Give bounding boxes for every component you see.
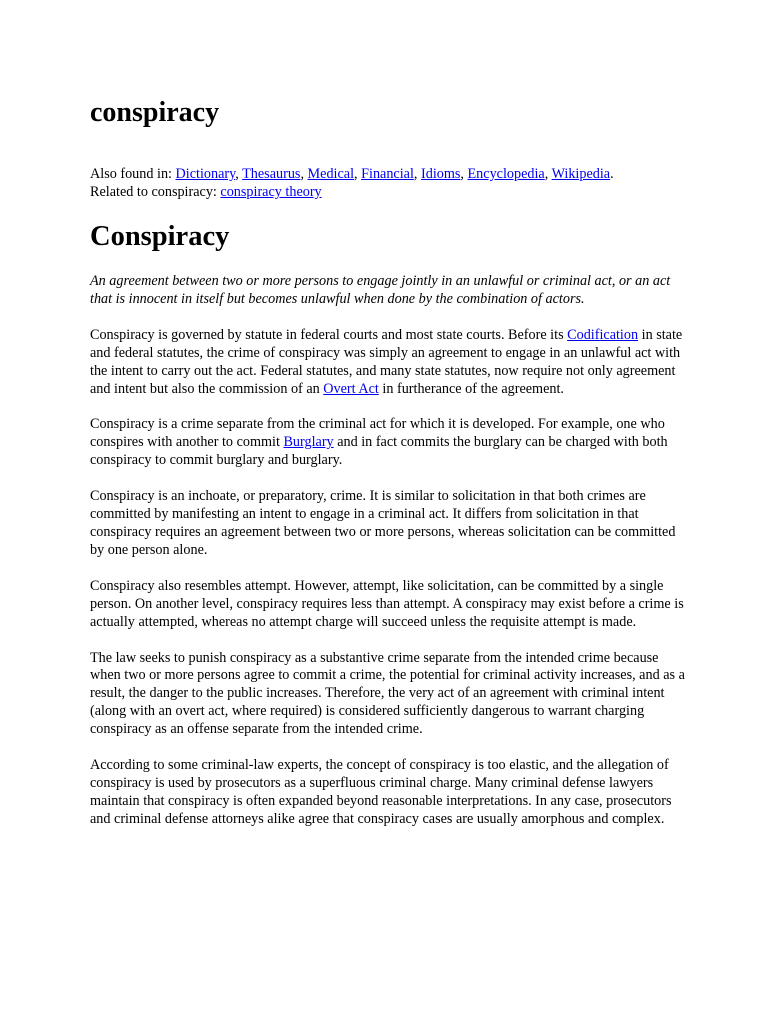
also-found-end: . <box>610 166 614 182</box>
paragraph-punishment: The law seeks to punish conspiracy as a substantive crime separate from the intended crime because when two or more persons agree to commit a crime, the potential for criminal activity increases, and as a result, the danger to the public increases. Therefore, the very act of an agreement with criminal intent (along with an overt act, where required) is considered sufficiently dangerous to warrant charging conspiracy as an offense separate from the intended crime. <box>90 649 685 738</box>
paragraph-criticism: According to some criminal-law experts, the concept of conspiracy is too elastic, and the allegation of conspiracy is used by prosecutors as a superfluous criminal charge. Many criminal defense lawyers maintain that conspiracy is often expanded beyond reasonable interpretations. In any case, prosecutors and criminal defense attorneys alike agree that conspiracy cases are usually amorphous and complex. <box>90 757 672 827</box>
paragraph-text: in state and federal statutes, the crime of conspiracy was simply an agreement to engage in an unlawful act with the intent to carry out the act. Federal statutes, and many state statutes, now require not only agreement and intent but also the commission of an <box>90 326 683 397</box>
paragraph-inchoate: Conspiracy is an inchoate, or preparatory, crime. It is similar to solicitation in that both crimes are committed by manifesting an intent to engage in a criminal act. It differs from solicitation in that conspiracy requires an agreement between two or more persons, whereas solicitation can be committed by one person alone. <box>90 488 676 558</box>
link-thesaurus[interactable]: Thesaurus <box>242 166 301 182</box>
link-dictionary[interactable]: Dictionary <box>175 166 236 182</box>
link-encyclopedia[interactable]: Encyclopedia <box>467 166 545 182</box>
paragraph-text: and in fact commits the burglary can be charged with both conspiracy to commit burglary and burglary. <box>90 434 668 469</box>
paragraph-statute <box>90 327 690 399</box>
link-wikipedia[interactable]: Wikipedia <box>551 166 611 182</box>
link-medical[interactable]: Medical <box>307 166 355 182</box>
link-financial[interactable]: Financial <box>361 166 414 182</box>
paragraph-separate-crime <box>90 416 690 470</box>
paragraph-attempt: Conspiracy also resembles attempt. However, attempt, like solicitation, can be committed by a single person. On another level, conspiracy requires less than attempt. A conspiracy may exist before a crime is actually attempted, whereas no attempt charge will succeed unless the requisite attempt is made. <box>90 577 684 630</box>
link-codification[interactable]: Codification <box>567 326 639 343</box>
paragraph-text: in furtherance of the agreement. <box>378 380 564 397</box>
link-idioms[interactable]: Idioms <box>421 166 461 182</box>
link-burglary[interactable]: Burglary <box>283 434 334 451</box>
definition: An agreement between two or more persons to engage jointly in an unlawful or criminal act, or an act that is innocent in itself but becomes unlawful when done by the combination of actors. <box>90 273 671 307</box>
related-line <box>90 183 614 201</box>
entry-title: Conspiracy <box>90 221 230 252</box>
page-title: conspiracy <box>90 97 220 128</box>
paragraph-text: Conspiracy is governed by statute in federal courts and most state courts. Before its <box>90 326 568 343</box>
link-conspiracy-theory[interactable]: conspiracy theory <box>220 184 322 200</box>
also-found-label: Also found in: <box>90 166 172 182</box>
also-found-in-line: Also found in: Dictionary, Thesaurus, Medical, Financial, Idioms, Encyclopedia, Wikipedia. <box>90 166 614 182</box>
link-overt-act[interactable]: Overt Act <box>323 380 379 397</box>
related-label: Related to conspiracy: <box>90 184 217 200</box>
entry-body <box>90 273 690 847</box>
cross-references <box>90 165 614 201</box>
paragraph-text: Conspiracy is a crime separate from the criminal act for which it is developed. For example, one who conspires with another to commit <box>90 416 665 451</box>
